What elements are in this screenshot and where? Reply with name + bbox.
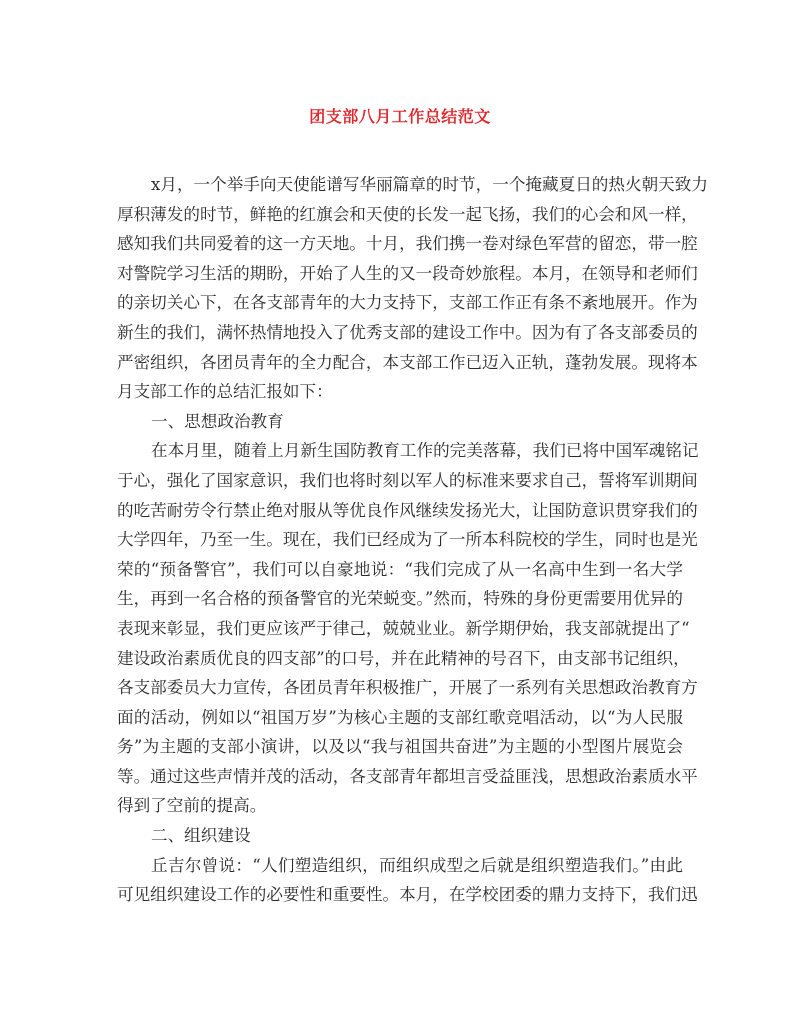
- section-heading-or-paragraph-end: 一、思想政治教育: [151, 411, 284, 431]
- text-line: 大学四年，乃至一生。现在，我们已经成为了一所本科院校的学生，同时也是光: [117, 530, 698, 550]
- document-title: 团支部八月工作总结范文: [309, 107, 491, 126]
- text-line: 在本月里，随着上月新生国防教育工作的完美落幕，我们已将中国军魂铭记: [151, 441, 699, 461]
- text-line: 建设政治素质优良的四支部”的口号，并在此精神的号召下，由支部书记组织，: [117, 648, 690, 668]
- text-line: 表现来彰显，我们更应该严于律己，兢兢业业。新学期伊始，我支部就提出了“: [117, 618, 690, 638]
- text-line: 可见组织建设工作的必要性和重要性。本月，在学校团委的鼎力支持下，我们迅: [117, 885, 698, 905]
- text-line: 荣的“预备警官”，我们可以自豪地说：“我们完成了从一名高中生到一名大学: [117, 559, 683, 579]
- section-heading-or-paragraph-end: 二、组织建设: [151, 826, 251, 846]
- text-line: 丘吉尔曾说：“人们塑造组织，而组织成型之后就是组织塑造我们。”由此: [151, 855, 683, 875]
- text-line: 于心，强化了国家意识，我们也将时刻以军人的标准来要求自己，誓将军训期间: [117, 470, 698, 490]
- document-body: [117, 170, 708, 910]
- text-line: 面的活动，例如以“祖国万岁”为核心主题的支部红歌竞唱活动，以“为人民服: [117, 707, 683, 727]
- text-line: 月支部工作的总结汇报如下：: [117, 382, 333, 402]
- text-line: 各支部委员大力宣传，各团员青年积极推广，开展了一系列有关思想政治教育方: [117, 678, 698, 698]
- text-line: 新生的我们，满怀热情地投入了优秀支部的建设工作中。因为有了各支部委员的: [117, 322, 698, 342]
- text-line: 的吃苦耐劳令行禁止绝对服从等优良作风继续发扬光大，让国防意识贯穿我们的: [117, 500, 698, 520]
- text-line: x月，一个举手向天使能谱写华丽篇章的时节，一个掩藏夏日的热火朝天致力: [151, 175, 708, 194]
- text-line: 务”为主题的支部小演讲，以及以“我与祖国共奋进”为主题的小型图片展览会: [117, 737, 683, 757]
- text-line: 的亲切关心下，在各支部青年的大力支持下，支部工作正有条不紊地展开。作为: [117, 293, 698, 313]
- text-line: 厚积薄发的时节，鲜艳的红旗会和天使的长发一起飞扬，我们的心会和风一样，: [117, 204, 698, 224]
- text-line: 感知我们共同爱着的这一方天地。十月，我们携一卷对绿色军营的留恋，带一腔: [117, 234, 698, 254]
- section-heading-or-paragraph-end: 得到了空前的提高。: [117, 796, 267, 816]
- text-line: 严密组织，各团员青年的全力配合，本支部工作已迈入正轨，蓬勃发展。现将本: [117, 352, 698, 372]
- text-line: 生，再到一名合格的预备警官的光荣蜕变。”然而，特殊的身份更需要用优异的: [117, 589, 683, 609]
- text-line: 对警院学习生活的期盼，开始了人生的又一段奇妙旅程。本月，在领导和老师们: [117, 263, 698, 283]
- text-line: 等。通过这些声情并茂的活动，各支部青年都坦言受益匪浅，思想政治素质水平: [117, 766, 698, 786]
